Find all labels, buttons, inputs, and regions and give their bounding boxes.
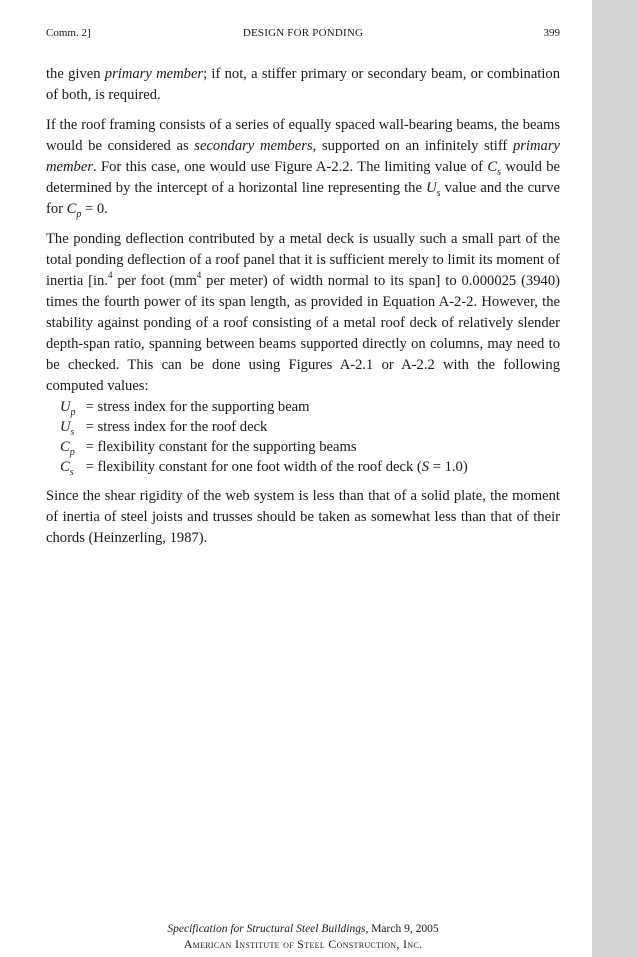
math-symbol: C (60, 459, 70, 475)
math-subscript: p (70, 406, 76, 418)
superscript: 4 (196, 270, 202, 281)
definition-list (60, 397, 560, 477)
text-run: per foot (mm (112, 273, 197, 289)
math-subscript: s (497, 166, 502, 178)
paragraph-3 (46, 229, 560, 397)
text-run: the given (46, 66, 105, 82)
body-text (46, 64, 560, 558)
text-run: . For this case, one would use Figure A-2.2. The limiting value of (93, 159, 488, 175)
definition-symbol (60, 397, 82, 417)
math-symbol: C (60, 439, 70, 455)
math-subscript: s (70, 426, 75, 438)
definition-text: = stress index for the roof deck (82, 419, 268, 435)
emphasis: secondary members (194, 138, 313, 154)
footer-date: March 9, 2005 (368, 923, 439, 935)
math-subscript: p (69, 446, 75, 458)
definition-item (60, 397, 560, 417)
text-run: The ponding deflection contributed by a metal deck is usually such a small part of the total ponding deflection of a roof panel that it is sufficient merely to limit its moment of inertia [in. (46, 231, 560, 289)
paragraph-1 (46, 64, 560, 106)
definition-item (60, 457, 560, 477)
definition-symbol (60, 417, 82, 437)
text-run: = 0. (81, 201, 108, 217)
math-subscript: s (436, 187, 441, 199)
text-run: , supported on an infinitely stiff (312, 138, 513, 154)
definition-text: = stress index for the supporting beam (82, 399, 310, 415)
definition-text: = 1.0) (429, 459, 468, 475)
text-run: value and the curve for (46, 180, 560, 217)
paragraph-2 (46, 115, 560, 220)
definition-text: = flexibility constant for the supporting beams (82, 439, 357, 455)
definition-item (60, 437, 560, 457)
text-run: If the roof framing consists of a series of equally spaced wall-bearing beams, the beams would be considered as (46, 117, 560, 154)
math-symbol: U (60, 399, 71, 415)
math-subscript: p (76, 208, 82, 220)
header-section-ref: Comm. 2] (46, 27, 91, 39)
math-symbol: S (421, 459, 430, 475)
page-margin-bar (592, 0, 638, 957)
text-run: would be determined by the intercept of a horizontal line representing the (46, 159, 560, 196)
footer-title: Specification for Structural Steel Buildings, (167, 923, 369, 935)
definition-text: = flexibility constant for one foot width of the roof deck ( (82, 459, 422, 475)
emphasis: primary member (104, 66, 204, 82)
text-run: per meter) of width normal to its span] to 0.000025 (3940) times the fourth power of its span length, as provided in Equation A-2-2. However, the stability against ponding of a roof consisting of a metal roof deck of relatively slender depth-span ratio, spanning between beams supported directly on columns, may need to be checked. This can be done using Figures A-2.1 or A-2.2 with the following computed values: (46, 273, 560, 394)
definition-item (60, 417, 560, 437)
page-footer (46, 922, 560, 952)
definition-symbol (60, 457, 82, 477)
running-header (46, 27, 560, 41)
math-subscript: s (69, 466, 74, 478)
math-symbol: U (426, 180, 437, 196)
emphasis: primary member (46, 138, 560, 175)
paragraph-4: Since the shear rigidity of the web system is less than that of a solid plate, the moment of inertia of steel joists and trusses should be taken as somewhat less than that of their chords (Heinzerling, 1987). (46, 488, 560, 546)
footer-publisher: American Institute of Steel Construction, Inc. (183, 937, 423, 951)
footer-citation (46, 922, 560, 937)
header-title: DESIGN FOR PONDING (242, 27, 364, 39)
text-run: ; if not, a stiffer primary or secondary beam, or combination of both, is required. (46, 66, 560, 103)
page-number: 399 (543, 27, 560, 39)
math-symbol: C (487, 159, 498, 175)
math-symbol: U (60, 419, 71, 435)
math-symbol: C (66, 201, 77, 217)
superscript: 4 (108, 270, 113, 281)
definition-symbol (60, 437, 82, 457)
